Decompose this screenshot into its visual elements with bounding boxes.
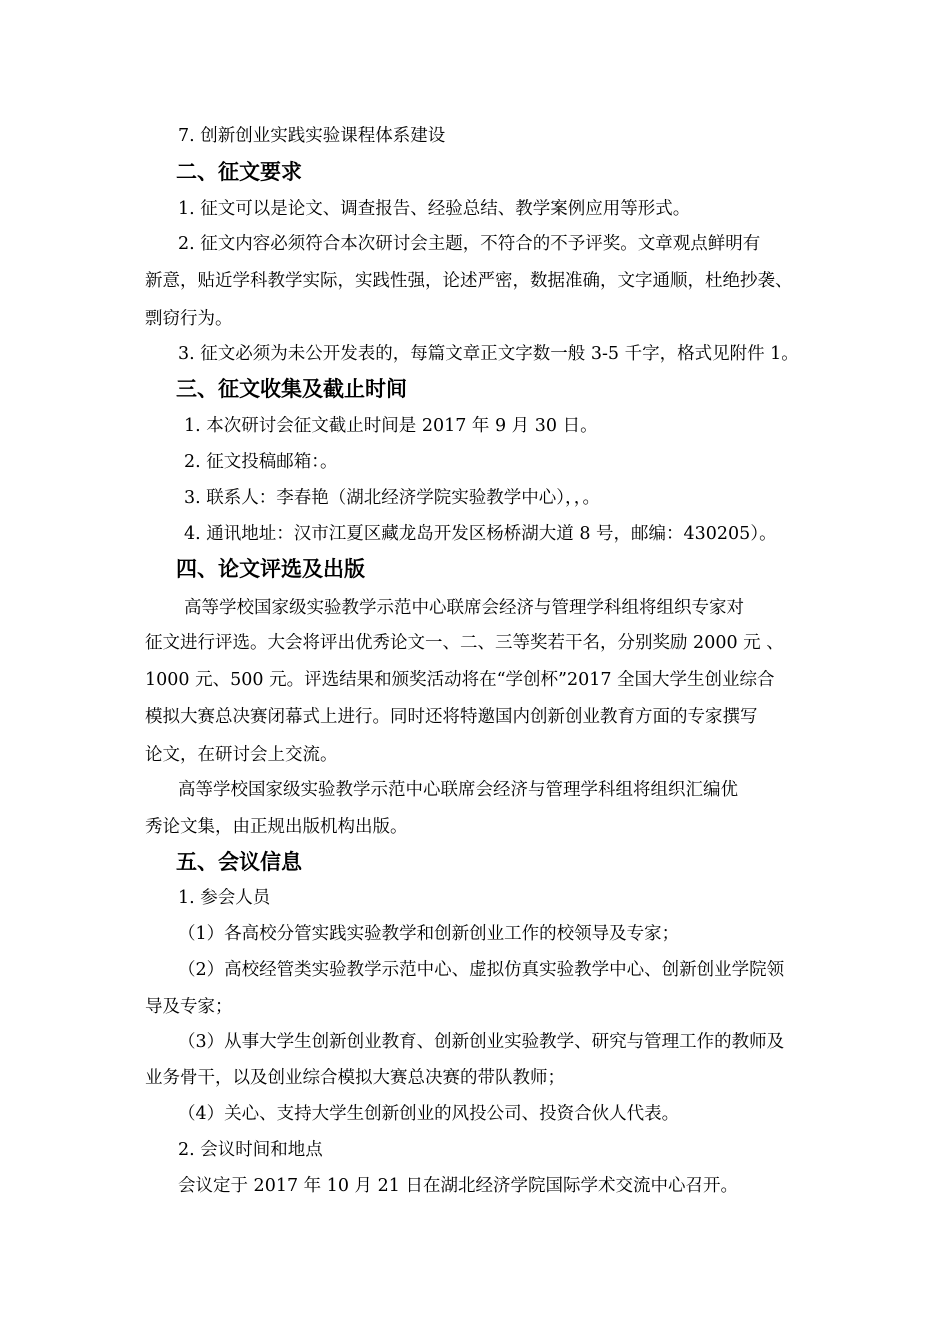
paragraph: 高等学校国家级实验教学示范中心联席会经济与管理学科组将组织专家对 bbox=[184, 598, 744, 618]
section-heading-review: 四、论文评选及出版 bbox=[176, 557, 365, 581]
section-heading-deadline: 三、征文收集及截止时间 bbox=[176, 377, 407, 401]
paragraph-continuation: 征文进行评选。大会将评出优秀论文一、二、三等奖若干名，分别奖励 2000 元 、 bbox=[145, 633, 784, 653]
paragraph-continuation: 1000 元、500 元。评选结果和颁奖活动将在“学创杯”2017 全国大学生创业综合 bbox=[145, 670, 775, 690]
list-item-7: 7. 创新创业实践实验课程体系建设 bbox=[178, 126, 446, 146]
paragraph: 4. 通讯地址：汉市江夏区藏龙岛开发区杨桥湖大道 8 号，邮编：430205）。 bbox=[184, 524, 777, 544]
paragraph: 2. 征文投稿邮箱：。 bbox=[184, 452, 338, 472]
list-item: （3）从事大学生创新创业教育、创新创业实验教学、研究与管理工作的教师及 bbox=[178, 1032, 785, 1052]
paragraph-continuation: 秀论文集，由正规出版机构出版。 bbox=[145, 817, 408, 837]
paragraph-continuation: 论文，在研讨会上交流。 bbox=[145, 745, 338, 765]
paragraph: 1. 征文可以是论文、调查报告、经验总结、教学案例应用等形式。 bbox=[178, 199, 691, 219]
list-item: （1）各高校分管实践实验教学和创新创业工作的校领导及专家； bbox=[178, 924, 680, 944]
paragraph: 高等学校国家级实验教学示范中心联席会经济与管理学科组将组织汇编优 bbox=[178, 780, 738, 800]
paragraph: 会议定于 2017 年 10 月 21 日在湖北经济学院国际学术交流中心召开。 bbox=[178, 1176, 738, 1196]
section-heading-meeting: 五、会议信息 bbox=[176, 850, 302, 874]
paragraph-continuation: 剽窃行为。 bbox=[145, 309, 233, 329]
subheading: 1. 参会人员 bbox=[178, 888, 271, 908]
paragraph-continuation: 新意，贴近学科教学实际，实践性强，论述严密，数据准确，文字通顺，杜绝抄袭、 bbox=[145, 271, 793, 291]
paragraph: 3. 征文必须为未公开发表的，每篇文章正文字数一般 3-5 千字，格式见附件 1。 bbox=[178, 344, 799, 364]
section-heading-requirements: 二、征文要求 bbox=[176, 160, 302, 184]
list-item-continuation: 导及专家； bbox=[145, 997, 233, 1017]
paragraph: 1. 本次研讨会征文截止时间是 2017 年 9 月 30 日。 bbox=[184, 416, 598, 436]
list-item: （4）关心、支持大学生创新创业的风投公司、投资合伙人代表。 bbox=[178, 1104, 680, 1124]
paragraph: 3. 联系人：李春艳（湖北经济学院实验教学中心），，。 bbox=[184, 488, 601, 508]
list-item: （2）高校经管类实验教学示范中心、虚拟仿真实验教学中心、创新创业学院领 bbox=[178, 960, 785, 980]
subheading: 2. 会议时间和地点 bbox=[178, 1140, 323, 1160]
paragraph: 2. 征文内容必须符合本次研讨会主题，不符合的不予评奖。文章观点鲜明有 bbox=[178, 234, 761, 254]
list-item-continuation: 业务骨干，以及创业综合模拟大赛总决赛的带队教师； bbox=[145, 1068, 565, 1088]
paragraph-continuation: 模拟大赛总决赛闭幕式上进行。同时还将特邀国内创新创业教育方面的专家撰写 bbox=[145, 707, 758, 727]
